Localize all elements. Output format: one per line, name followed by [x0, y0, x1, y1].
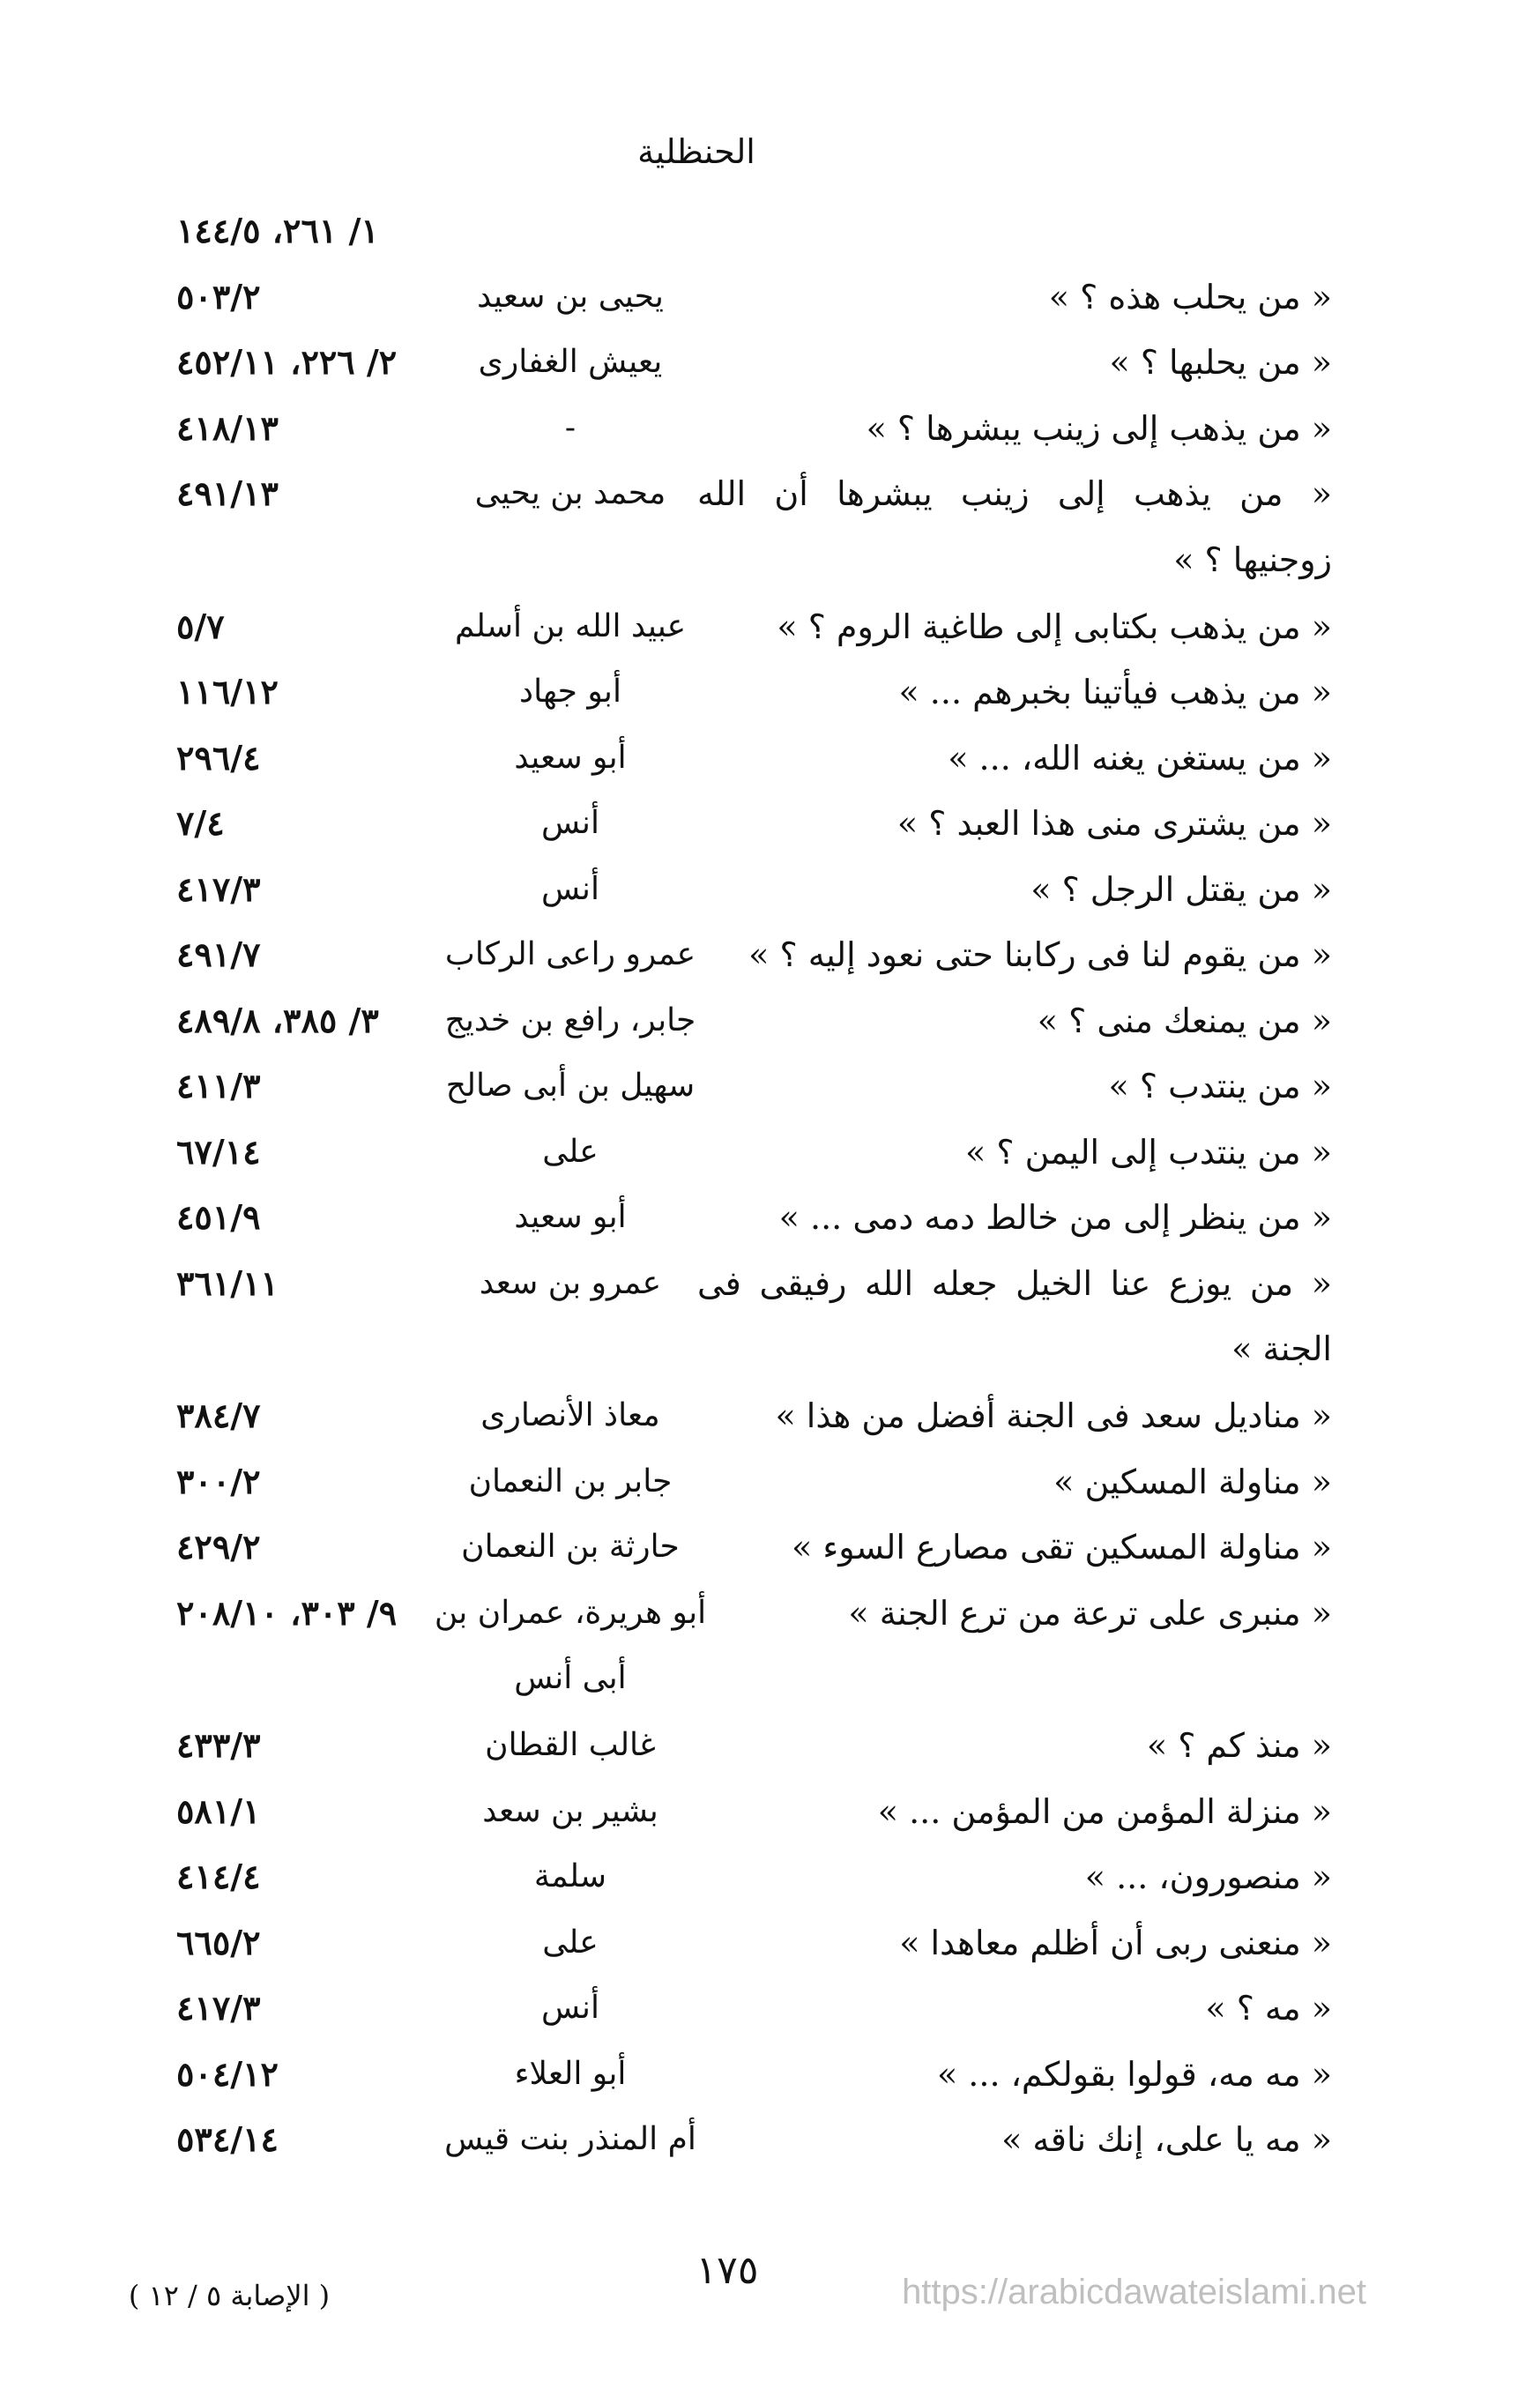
- index-row: [0, 1120, 1540, 1186]
- narrator: أبو العلاء: [514, 2055, 627, 2092]
- narrator: أنس: [541, 1990, 599, 2026]
- row-reference: ٦٧/١٤: [176, 1131, 261, 1172]
- hadith-text-continuation: الجنة »: [1231, 1329, 1332, 1368]
- hadith-text: « من يذهب إلى زينب يبشرها ؟ »: [866, 408, 1332, 448]
- index-row-first: [0, 198, 1540, 264]
- row-reference: ٤١٧/٣: [176, 1988, 261, 2028]
- page-number: ١٧٥: [696, 2248, 759, 2293]
- hadith-text: « مناديل سعد فى الجنة أفضل من هذا »: [775, 1396, 1332, 1435]
- narrator: سلمة: [533, 1858, 607, 1894]
- index-row: [0, 1976, 1540, 2042]
- hadith-text: « من يذهب فيأتينا بخبرهم ... »: [898, 673, 1332, 711]
- row-reference: ٥٠٣/٢: [176, 276, 261, 316]
- hadith-text: « مه مه، قولوا بقولكم، ... »: [936, 2054, 1332, 2094]
- row-reference: ٦٦٥/٢: [176, 1922, 261, 1962]
- index-row: [0, 330, 1540, 396]
- hadith-text: « من يحلب هذه ؟ »: [1048, 277, 1332, 316]
- narrator: أبو سعيد: [514, 739, 627, 776]
- row-reference: ٤١٧/٣: [176, 868, 261, 909]
- index-row: [0, 2107, 1540, 2173]
- hadith-text: « مناولة المسكين تقى مصارع السوء »: [792, 1528, 1332, 1567]
- hadith-text: « منزلة المؤمن من المؤمن ... »: [877, 1791, 1332, 1831]
- row-reference: ٢/ ٢٢٦، ٤٥٢/١١: [176, 342, 398, 382]
- index-row: [0, 264, 1540, 331]
- index-row: [0, 1779, 1540, 1845]
- index-row: [0, 1515, 1540, 1581]
- hadith-text: « مه ؟ »: [1205, 1989, 1332, 2028]
- row-reference: ٢٩٦/٤: [176, 737, 261, 778]
- hadith-text: « منذ كم ؟ »: [1146, 1726, 1332, 1765]
- index-row: [0, 1185, 1540, 1251]
- hadith-text: « من يستغن يغنه الله، ... »: [948, 738, 1332, 778]
- narrator: أبو سعيد: [514, 1199, 627, 1235]
- narrator: يعيش الغفارى: [478, 344, 663, 380]
- narrator: معاذ الأنصارى: [480, 1397, 660, 1433]
- hadith-text: « من يقوم لنا فى ركابنا حتى نعود إليه ؟ »: [748, 935, 1332, 974]
- narrator: جابر، رافع بن خديج: [444, 1001, 696, 1038]
- row-reference: ١/ ٢٦١، ١٤٤/٥: [176, 211, 379, 250]
- row-reference: ٣/ ٣٨٥، ٤٨٩/٨: [176, 1000, 379, 1040]
- index-row: [0, 594, 1540, 660]
- row-reference: ٥٨١/١: [176, 1790, 261, 1831]
- footnote: ( الإصابة ٥ / ١٢ ): [128, 2279, 331, 2312]
- index-row: [0, 659, 1540, 726]
- index-row: [0, 396, 1540, 462]
- hadith-text: « مناولة المسكين »: [1053, 1462, 1332, 1501]
- narrator: عمرو راعى الركاب: [444, 936, 696, 972]
- narrator: -: [564, 409, 577, 446]
- index-row-continuation: [0, 1316, 1540, 1383]
- narrator: محمد بن يحيى: [474, 475, 666, 511]
- index-row: [0, 791, 1540, 857]
- hadith-text: « من يحلبها ؟ »: [1109, 343, 1332, 382]
- hadith-text: « منعنى ربى أن أظلم معاهدا »: [899, 1923, 1332, 1962]
- narrator: أنس: [541, 805, 599, 841]
- row-reference: ٣٦١/١١: [176, 1262, 279, 1303]
- narrator: حارثة بن النعمان: [461, 1529, 680, 1565]
- narrator: سهيل بن أبى صالح: [445, 1068, 696, 1104]
- row-reference: ٤٩١/١٣: [176, 473, 279, 513]
- row-reference: ٤٩١/٧: [176, 934, 261, 974]
- index-row: [0, 1910, 1540, 1976]
- narrator: أم المنذر بنت قيس: [444, 2121, 696, 2157]
- index-row: [0, 1449, 1540, 1515]
- narrator: غالب القطان: [485, 1727, 656, 1763]
- hadith-text: « من ينظر إلى من خالط دمه دمى ... »: [778, 1198, 1332, 1237]
- row-reference: ٣٨٤/٧: [176, 1396, 261, 1435]
- index-table: [0, 198, 1540, 2173]
- index-row: [0, 922, 1540, 988]
- row-reference: ٤١٨/١٣: [176, 407, 279, 448]
- narrator: أبو هريرة، عمران بن: [434, 1594, 707, 1631]
- index-row: [0, 1713, 1540, 1779]
- narrator: بشير بن سعد: [482, 1792, 658, 1829]
- index-row: [0, 1251, 1540, 1317]
- narrator: عبيد الله بن أسلم: [454, 607, 687, 644]
- row-reference: ٤١٤/٤: [176, 1857, 261, 1896]
- index-row: [0, 1383, 1540, 1449]
- narrator: على: [542, 1133, 599, 1170]
- index-row: [0, 726, 1540, 792]
- hadith-text: « من ينتدب إلى اليمن ؟ »: [965, 1132, 1332, 1172]
- row-reference: ٤٥١/٩: [176, 1197, 261, 1237]
- narrator-continuation: أبى أنس: [514, 1660, 627, 1696]
- index-row: [0, 1844, 1540, 1910]
- index-row: [0, 857, 1540, 923]
- index-row: [0, 1581, 1540, 1647]
- hadith-text-continuation: زوجنيها ؟ »: [1173, 540, 1332, 579]
- narrator: أنس: [541, 870, 599, 907]
- section-header: الحنظلية: [637, 132, 755, 171]
- hadith-text: « من يوزع عنا الخيل جعله الله رفيقى فى: [697, 1263, 1332, 1303]
- row-reference: ٩/ ٣٠٣، ٢٠٨/١٠: [176, 1592, 398, 1633]
- index-row: [0, 1053, 1540, 1120]
- row-reference: ٧/٤: [176, 803, 225, 843]
- narrator: عمرو بن سعد: [479, 1264, 662, 1301]
- hadith-text: « منصورون، ... »: [1084, 1857, 1332, 1896]
- index-row: [0, 461, 1540, 527]
- narrator: جابر بن النعمان: [468, 1462, 673, 1500]
- index-row-continuation: [0, 1646, 1540, 1713]
- hadith-text: « من يقتل الرجل ؟ »: [1030, 869, 1332, 909]
- row-reference: ٤٢٩/٢: [176, 1527, 261, 1567]
- row-reference: ٥٣٤/١٤: [176, 2119, 279, 2159]
- row-reference: ٤١١/٣: [176, 1066, 261, 1105]
- row-reference: ١١٦/١٢: [176, 672, 279, 711]
- hadith-text: « من يشترى منى هذا العبد ؟ »: [896, 804, 1332, 843]
- hadith-text: « من يذهب بكتابى إلى طاغية الروم ؟ »: [777, 607, 1332, 646]
- row-reference: ٥٠٤/١٢: [176, 2053, 279, 2094]
- index-row: [0, 988, 1540, 1054]
- hadith-text: « من ينتدب ؟ »: [1108, 1067, 1332, 1105]
- hadith-text: « منبرى على ترعة من ترع الجنة »: [848, 1593, 1332, 1633]
- index-row-continuation: [0, 527, 1540, 594]
- hadith-text: « من يمنعك منى ؟ »: [1037, 1001, 1332, 1040]
- row-reference: ٥/٧: [176, 606, 225, 646]
- narrator: يحيى بن سعيد: [477, 278, 664, 315]
- narrator: أبو جهاد: [519, 674, 621, 710]
- hadith-text: « مه يا على، إنك ناقه »: [1001, 2120, 1332, 2159]
- index-row: [0, 2042, 1540, 2108]
- row-reference: ٤٣٣/٣: [176, 1725, 261, 1765]
- watermark-url[interactable]: https://arabicdawateislami.net: [902, 2273, 1366, 2311]
- narrator: على: [542, 1924, 599, 1961]
- hadith-text: « من يذهب إلى زينب يبشرها أن الله: [697, 474, 1332, 513]
- row-reference: ٣٠٠/٢: [176, 1461, 261, 1501]
